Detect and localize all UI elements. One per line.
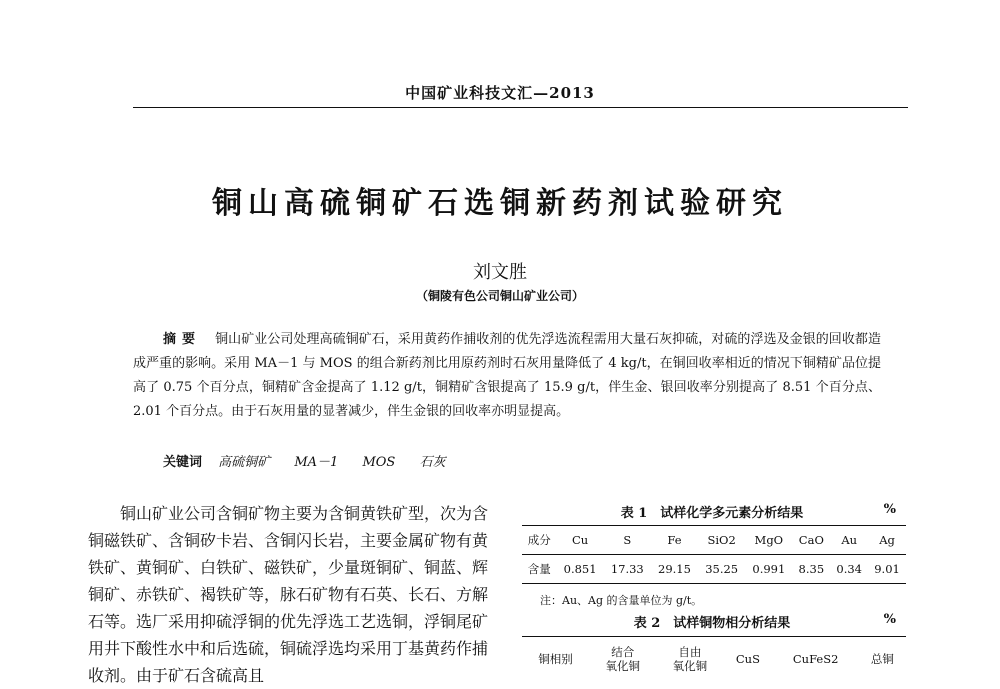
table1-header-cell: Ag: [868, 526, 906, 555]
table1-data-row: [522, 555, 906, 584]
table1-cell: 35.25: [705, 562, 739, 576]
abstract-label: 摘要: [163, 332, 202, 347]
table1-cell: 8.35: [798, 562, 825, 576]
table1-cell: 29.15: [658, 562, 691, 576]
keywords-label: 关键词: [163, 455, 203, 470]
author-affiliation: （铜陵有色公司铜山矿业公司）: [415, 289, 584, 303]
table1-header-cell: MgO: [745, 526, 792, 555]
header-rule: [133, 107, 908, 108]
keywords: [163, 451, 465, 470]
table2-header-cell: 自由 氧化铜: [672, 645, 708, 673]
keyword-item: 石灰: [419, 455, 446, 470]
table1-caption-row: [520, 502, 904, 521]
table2-header-cell: CuFeS2: [792, 652, 839, 666]
running-header: 中国矿业科技文汇—2013: [405, 84, 595, 102]
table1-cell: 0.34: [836, 562, 862, 576]
table2: [522, 636, 906, 681]
table1-unit: %: [883, 502, 896, 517]
table1-header-cell: Fe: [651, 526, 698, 555]
table1-header-cell: CaO: [792, 526, 830, 555]
table1-header-cell: Cu: [557, 526, 604, 555]
table1-caption: 表 1 试样化学多元素分析结果: [620, 506, 804, 521]
table2-header-cell: 结合 氧化铜: [605, 645, 640, 673]
table1-cell: 0.991: [752, 562, 786, 576]
table2-header-cell: 铜相别: [538, 652, 573, 666]
body-paragraph: 铜山矿业公司含铜矿物主要为含铜黄铁矿型，次为含铜磁铁矿、含铜矽卡岩、含铜闪长岩，主要金属矿物有黄铁矿、黄铜矿、白铁矿、磁铁矿，少量斑铜矿、铜蓝、辉铜矿、赤铁矿、褐铁矿等，脉石矿物有石英、长石、方解石等。选厂采用抑硫浮铜的优先浮选工艺选铜，浮铜尾矿用井下酸性水中和后选硫，铜硫浮选均采用丁基黄药作捕收剂。由于矿石含硫高且: [88, 504, 489, 685]
abstract: [133, 328, 881, 424]
table1-note: 注：Au、Ag 的含量单位为 g/t。: [540, 594, 703, 607]
table1-cell: 9.01: [874, 562, 900, 576]
paper-title: 铜山高硫铜矿石选铜新药剂试验研究: [212, 186, 788, 221]
table1-header-cell: 成分: [522, 526, 557, 555]
table1-header-row: [522, 526, 906, 555]
table2-header-cell: 总铜: [870, 652, 894, 666]
table1: [522, 525, 906, 584]
keyword-item: MOS: [362, 455, 396, 470]
table1-header-cell: Au: [830, 526, 868, 555]
keyword-item: 高硫铜矿: [218, 455, 271, 470]
table2-caption-row: [520, 612, 904, 631]
table1-header-cell: SiO2: [698, 526, 745, 555]
table1-header-cell: S: [604, 526, 651, 555]
author-name: 刘文胜: [473, 262, 527, 283]
table1-cell: 含量: [527, 562, 551, 576]
table2-caption: 表 2 试样铜物相分析结果: [633, 616, 791, 631]
table1-cell: 17.33: [610, 562, 644, 576]
abstract-text: 铜山矿业公司处理高硫铜矿石，采用黄药作捕收剂的优先浮选流程需用大量石灰抑硫，对硫的浮选及金银的回收都造成严重的影响。采用 MA－1 与 MOS 的组合新药剂比用原药剂时石灰用量降低了 4 kg/t，在铜回收率相近的情况下铜精矿品位提高了 0.75 个百分点，铜精矿含金提高了 1.12 g/t，铜精矿含银提高了 15.9 g/t，伴生金、银回收率分别提高了 8.51 个百分点、2.01 个百分点。由于石灰用量的显著减少，伴生金银的回收率亦明显提高。: [133, 332, 881, 419]
table2-header-row: [522, 637, 906, 682]
table2-header-cell: CuS: [735, 652, 760, 666]
keyword-item: MA－1: [294, 455, 339, 470]
table1-cell: 0.851: [563, 562, 597, 576]
table2-unit: %: [883, 612, 896, 627]
